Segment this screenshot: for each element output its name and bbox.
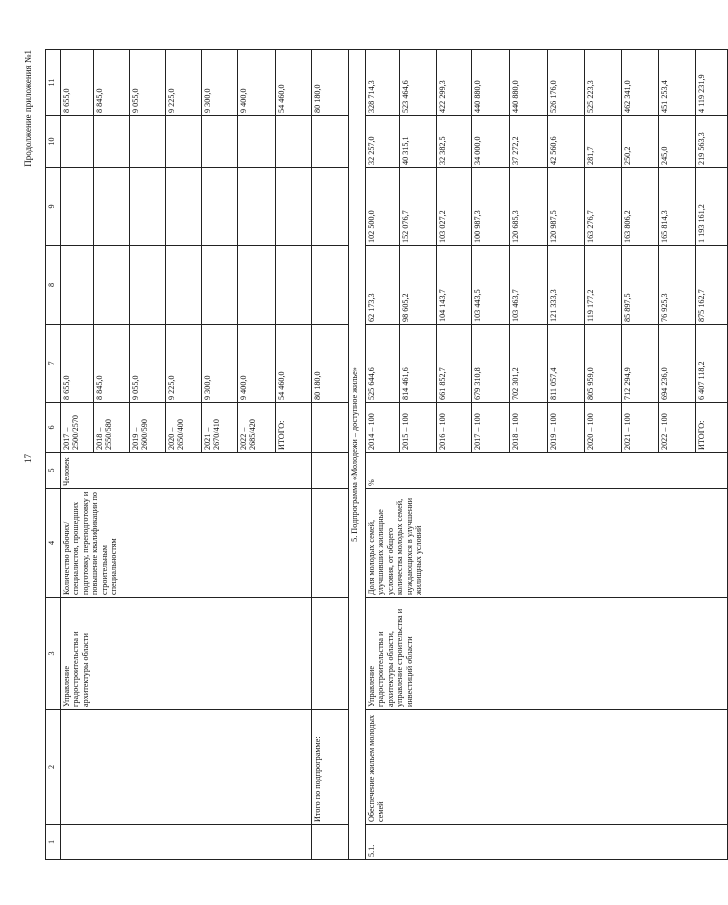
value-cell: 712 294,9	[622, 325, 659, 403]
empty-cell	[312, 598, 349, 710]
value-cell: 104 143,7	[437, 246, 472, 325]
value-cell: 54 460,0	[276, 50, 312, 116]
value-cell: 103 443,5	[472, 246, 510, 325]
period-cell: 2020 – 100	[585, 403, 622, 453]
subprogram-total-row	[312, 50, 349, 860]
value-cell: 9 400,0	[238, 50, 276, 116]
value-cell	[94, 116, 130, 168]
column-number-1: 1	[46, 825, 61, 860]
period-cell: 2019 – 2600/590	[130, 403, 166, 453]
rotated-table-sheet	[23, 50, 706, 860]
value-cell	[202, 246, 238, 325]
value-cell: 100 987,3	[472, 168, 510, 246]
subprogram-total-label: Итого по подпрограмме:	[312, 710, 349, 825]
value-cell	[276, 116, 312, 168]
column-number-11: 11	[46, 50, 61, 116]
column-number-9: 9	[46, 168, 61, 246]
value-cell: 80 180,0	[312, 50, 349, 116]
value-cell	[130, 246, 166, 325]
value-cell: 811 057,4	[548, 325, 585, 403]
value-cell: 76 925,3	[659, 246, 696, 325]
section-title: 5. Подпрограмма «Молодежи – доступное жилье»	[349, 50, 366, 860]
empty-cell	[312, 453, 349, 489]
value-cell	[312, 116, 349, 168]
row-number-cell	[61, 825, 312, 860]
value-cell: 8 845,0	[94, 325, 130, 403]
period-cell: 2021 – 2670/410	[202, 403, 238, 453]
value-cell: 80 180,0	[312, 325, 349, 403]
value-cell: 9 225,0	[166, 325, 202, 403]
value-cell: 42 560,6	[548, 116, 585, 168]
continuation-note: Продолжение приложения №1	[23, 50, 33, 167]
value-cell: 121 333,3	[548, 246, 585, 325]
value-cell: 120 987,5	[548, 168, 585, 246]
column-number-3: 3	[46, 598, 61, 710]
value-cell: 165 814,3	[659, 168, 696, 246]
value-cell: 62 173,3	[366, 246, 400, 325]
period-cell: 2020 – 2650/400	[166, 403, 202, 453]
value-cell: 525 223,3	[585, 50, 622, 116]
value-cell: 440 880,0	[472, 50, 510, 116]
period-cell: 2017 – 100	[472, 403, 510, 453]
value-cell: 9 400,0	[238, 325, 276, 403]
value-cell: 102 500,0	[366, 168, 400, 246]
value-cell: 120 685,3	[510, 168, 548, 246]
program-table	[45, 49, 728, 860]
value-cell	[202, 168, 238, 246]
value-cell: 98 605,2	[400, 246, 437, 325]
value-cell: 219 563,3	[696, 116, 728, 168]
value-cell: 9 055,0	[130, 50, 166, 116]
column-number-10: 10	[46, 116, 61, 168]
value-cell: 328 714,3	[366, 50, 400, 116]
unit-cell: Человек	[61, 453, 312, 489]
value-cell: 523 464,6	[400, 50, 437, 116]
value-cell	[238, 168, 276, 246]
value-cell	[312, 168, 349, 246]
row-number-cell: 5.1.	[366, 825, 728, 860]
measure-name-cell: Обеспечение жильем молодых семей	[366, 710, 728, 825]
measure-name-cell	[61, 710, 312, 825]
value-cell: 814 461,6	[400, 325, 437, 403]
value-cell: 805 959,0	[585, 325, 622, 403]
value-cell: 9 225,0	[166, 50, 202, 116]
table-row	[61, 50, 94, 860]
value-cell	[61, 246, 94, 325]
value-cell	[166, 116, 202, 168]
period-cell: 2016 – 100	[437, 403, 472, 453]
responsible-cell: Управление градостроительства и архитектуры области	[61, 598, 312, 710]
value-cell	[94, 246, 130, 325]
total-label-cell: ИТОГО:	[276, 403, 312, 453]
value-cell: 32 382,5	[437, 116, 472, 168]
value-cell: 40 315,1	[400, 116, 437, 168]
value-cell: 250,2	[622, 116, 659, 168]
empty-cell	[312, 403, 349, 453]
value-cell: 9 300,0	[202, 50, 238, 116]
column-number-7: 7	[46, 325, 61, 403]
period-cell: 2022 – 2685/420	[238, 403, 276, 453]
value-cell	[312, 246, 349, 325]
value-cell: 451 253,4	[659, 50, 696, 116]
period-cell: 2015 – 100	[400, 403, 437, 453]
value-cell: 525 644,6	[366, 325, 400, 403]
value-cell	[166, 168, 202, 246]
value-cell	[276, 246, 312, 325]
value-cell	[130, 168, 166, 246]
value-cell: 661 852,7	[437, 325, 472, 403]
value-cell: 679 310,8	[472, 325, 510, 403]
value-cell: 462 341,0	[622, 50, 659, 116]
column-number-4: 4	[46, 489, 61, 598]
value-cell: 54 460,0	[276, 325, 312, 403]
row-number-cell	[312, 825, 349, 860]
value-cell: 163 276,7	[585, 168, 622, 246]
value-cell: 422 299,3	[437, 50, 472, 116]
value-cell: 4 119 231,9	[696, 50, 728, 116]
value-cell: 245,0	[659, 116, 696, 168]
value-cell	[94, 168, 130, 246]
period-cell: 2021 – 100	[622, 403, 659, 453]
value-cell: 702 301,2	[510, 325, 548, 403]
value-cell: 1 193 161,2	[696, 168, 728, 246]
value-cell: 119 177,2	[585, 246, 622, 325]
value-cell: 526 176,0	[548, 50, 585, 116]
header-row	[46, 50, 61, 860]
value-cell	[130, 116, 166, 168]
value-cell	[238, 246, 276, 325]
value-cell	[276, 168, 312, 246]
value-cell: 8 655,0	[61, 325, 94, 403]
table-body	[46, 50, 728, 860]
value-cell	[61, 116, 94, 168]
value-cell: 875 162,7	[696, 246, 728, 325]
value-cell: 32 257,0	[366, 116, 400, 168]
value-cell: 9 055,0	[130, 325, 166, 403]
period-cell: 2018 – 2550/580	[94, 403, 130, 453]
unit-cell: %	[366, 453, 728, 489]
period-cell: 2014 – 100	[366, 403, 400, 453]
table-row	[366, 50, 400, 860]
value-cell: 37 272,2	[510, 116, 548, 168]
value-cell: 281,7	[585, 116, 622, 168]
column-number-8: 8	[46, 246, 61, 325]
value-cell	[166, 246, 202, 325]
total-label-cell: ИТОГО:	[696, 403, 728, 453]
period-cell: 2017 – 2500/2570	[61, 403, 94, 453]
responsible-cell: Управление градостроительства и архитектуры области, управление строительства и инвестиций области	[366, 598, 728, 710]
value-cell: 103 027,2	[437, 168, 472, 246]
value-cell	[61, 168, 94, 246]
indicator-cell: Доля молодых семей, улучшивших жилищные условия, от общего количества молодых семей, нуждающихся в улучшении жилищных условий	[366, 489, 728, 598]
period-cell: 2019 – 100	[548, 403, 585, 453]
column-number-6: 6	[46, 403, 61, 453]
value-cell: 8 845,0	[94, 50, 130, 116]
column-number-2: 2	[46, 710, 61, 825]
value-cell: 6 407 118,2	[696, 325, 728, 403]
value-cell: 694 236,0	[659, 325, 696, 403]
value-cell	[202, 116, 238, 168]
value-cell: 34 000,0	[472, 116, 510, 168]
value-cell: 85 897,5	[622, 246, 659, 325]
period-cell: 2022 – 100	[659, 403, 696, 453]
value-cell: 8 655,0	[61, 50, 94, 116]
indicator-cell: Количество рабочих/ специалистов, прошедших подготовку, переподготовку и повышение квалификации по строительным специальностям	[61, 489, 312, 598]
section-title-row	[349, 50, 366, 860]
period-cell: 2018 – 100	[510, 403, 548, 453]
value-cell: 103 463,7	[510, 246, 548, 325]
column-number-5: 5	[46, 453, 61, 489]
value-cell: 163 806,2	[622, 168, 659, 246]
value-cell: 152 076,7	[400, 168, 437, 246]
value-cell	[238, 116, 276, 168]
value-cell: 9 300,0	[202, 325, 238, 403]
empty-cell	[312, 489, 349, 598]
value-cell: 440 880,0	[510, 50, 548, 116]
page-number: 17	[23, 454, 33, 463]
